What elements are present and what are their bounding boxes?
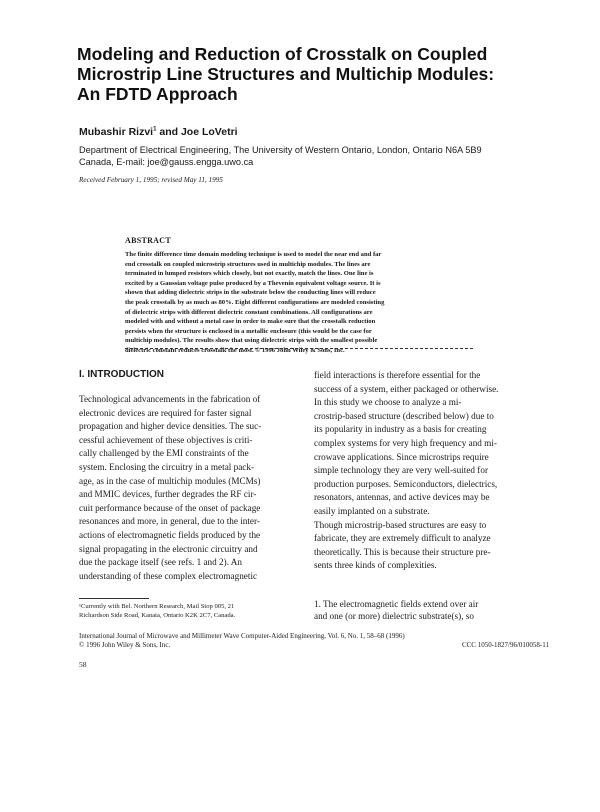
ccc-code: CCC 1050-1827/96/010058-11 [461, 641, 549, 649]
footnote-line: Richardson Side Road, Kanata, Ontario K2K 2C7, Canada. [79, 612, 236, 619]
abstract-line: modeled with and without a metal case in order to make sure that the crosstalk reduction [125, 318, 376, 326]
body-line: resonances and more, in general, due to the inter- [79, 516, 260, 527]
abstract-divider [125, 348, 473, 349]
body-line: success of a system, either packaged or otherwise. [314, 383, 499, 394]
footnote [79, 602, 305, 620]
abstract-line: excited by a Gaussian voltage pulse produced by a Thevenin equivalent voltage source. It is [125, 279, 381, 287]
title-line: Microstrip Line Structures and Multichip Modules: [77, 64, 495, 84]
body-line: cally challenged by the EMI constraints of the [79, 448, 249, 459]
body-line: understanding of these complex electromagnetic [79, 570, 258, 581]
list-line: 1. The electromagnetic fields extend over air [314, 599, 479, 609]
body-line: In this study we choose to analyze a mi- [314, 397, 462, 408]
author-conjunction: and [156, 126, 181, 138]
body-line: complex systems for very high frequency and mi- [314, 437, 497, 448]
body-line: Though microstrip-based structures are easy to [314, 519, 487, 530]
body-line: due the package itself (see refs. 1 and 2). An [79, 557, 243, 568]
body-line: fabricate, they are extremely difficult to analyze [314, 533, 491, 544]
body-line: signal propagating in the electronic circuitry and [79, 543, 258, 554]
body-line: propagation and higher device densities. The suc- [79, 421, 262, 432]
journal-line: International Journal of Microwave and Millimeter Wave Computer-Aided Engineering, Vol. 6, No. 1, 58–68 (1996) [79, 632, 405, 640]
abstract-line: the peak crosstalk by as much as 80%. Eight different configurations are modeled consisting [125, 298, 385, 306]
body-line: crostrip-based structure (described below) due to [314, 410, 494, 421]
body-line: cessful achievement of these objectives is criti- [79, 434, 253, 445]
body-line: field interactions is therefore essential for the [314, 370, 481, 380]
abstract-body [125, 250, 473, 356]
body-line: resonators, antennas, and active devices may be [314, 492, 490, 503]
body-line: production purposes. Semiconductors, dielectrics, [314, 478, 498, 489]
body-line: cuit performance because of the onset of package [79, 502, 261, 513]
body-line: crowave applications. Since microstrips require [314, 451, 489, 462]
affiliation [79, 145, 549, 168]
body-line: theoretically. This is because their structure pre- [314, 546, 491, 557]
body-line: sents three kinds of complexities. [314, 560, 437, 571]
author-list [79, 126, 238, 138]
list-line: and one (or more) dielectric substrate(s), so [314, 611, 474, 621]
abstract-line: multichip modules). The results show that using dielectric strips with the smallest possible [125, 337, 378, 345]
abstract-line: end crosstalk on coupled microstrip structures used in multichip modules. The lines are [125, 260, 371, 268]
paper-title [77, 44, 547, 104]
abstract-line: persists when the structure is enclosed in a metallic enclosure (this would be the case for [125, 327, 372, 335]
abstract-line: The finite difference time domain modeling technique is used to model the near end and far [125, 251, 382, 258]
author-name: Mubashir Rizvi [79, 126, 154, 138]
title-line: Modeling and Reduction of Crosstalk on Coupled [77, 44, 488, 64]
left-column-text [79, 393, 303, 583]
body-line: Technological advancements in the fabrication of [79, 394, 261, 404]
copyright-line: © 1996 John Wiley & Sons, Inc. [79, 641, 171, 649]
title-line: An FDTD Approach [77, 84, 238, 104]
journal-citation [79, 632, 549, 650]
list-item [314, 598, 540, 622]
abstract-heading: ABSTRACT [125, 236, 171, 245]
affiliation-line: Canada, E-mail: joe@gauss.engga.uwo.ca [79, 156, 254, 167]
abstract-line: shown that adding dielectric strips in the substrate below the conducting lines will reduce [125, 289, 376, 297]
author-name: Joe LoVetri [180, 126, 238, 138]
abstract-line: of dielectric strips with different dielectric constant combinations. All configurations are [125, 308, 373, 316]
body-line: its popularity in industry as a basis for creating [314, 424, 487, 435]
body-line: age, as in the case of multichip modules (MCMs) [79, 475, 261, 486]
body-line: system. Enclosing the circuitry in a metal pack- [79, 461, 255, 472]
abstract-line: dielectric constant reduces crosstalk the most. © 1996 John Wiley & Sons, Inc. [125, 346, 345, 354]
footnote-divider [79, 598, 149, 599]
footnote-line: ¹Currently with Bel. Northern Research, Mail Stop 005, 21 [79, 603, 235, 610]
footnote-marker: 1 [153, 126, 157, 133]
body-line: simple technology they are very well-suited for [314, 465, 488, 476]
body-line: actions of electromagnetic fields produced by the [79, 529, 261, 540]
abstract-line: terminated in lumped resistors which closely, but not exactly, match the lines. One line is [125, 270, 374, 278]
body-line: easily implanted on a substrate. [314, 505, 430, 516]
body-line: electronic devices are required for faster signal [79, 407, 252, 418]
right-column-text [314, 369, 540, 573]
received-dates: Received February 1, 1995; revised May 11, 1995 [79, 176, 223, 184]
section-heading: I. INTRODUCTION [79, 369, 164, 380]
page-number: 58 [79, 660, 87, 669]
affiliation-line: Department of Electrical Engineering, The University of Western Ontario, London, Ontario N6A 5B9 [79, 145, 482, 155]
body-line: and MMIC devices, further degrades the RF cir- [79, 489, 257, 500]
